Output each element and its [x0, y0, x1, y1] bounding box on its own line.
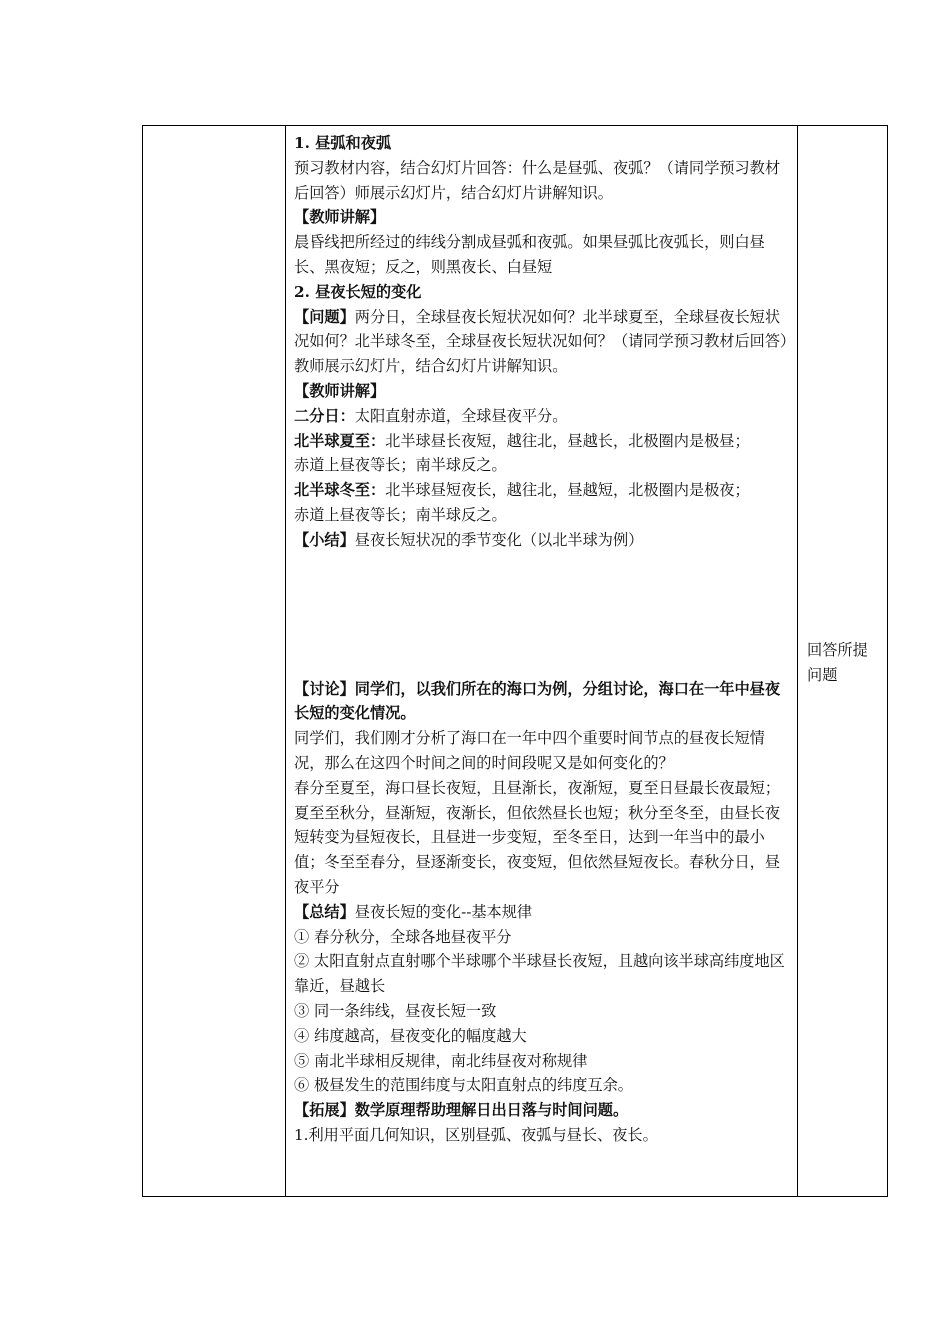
rule-item-2: ② 太阳直射点直射哪个半球哪个半球昼长夜短，且越向该半球高纬度地区靠近，昼越长 [294, 952, 785, 996]
question-paragraph [294, 305, 789, 379]
summer-text-2: 赤道上昼夜等长；南半球反之。 [294, 456, 507, 475]
section2-title: 2. 昼夜长短的变化 [294, 282, 422, 301]
discussion-heading: 【讨论】同学们，以我们所在的海口为例，分组讨论，海口在一年中昼夜长短的变化情况。 [294, 679, 780, 723]
conclusion-label: 【总结】 [294, 902, 355, 921]
section1-prompt: 预习教材内容，结合幻灯片回答：什么是昼弧、夜弧？（请同学预习教材后回答）师展示幻灯片，结合幻灯片讲解知识。 [294, 158, 780, 202]
figure-space [294, 553, 789, 677]
conclusion-paragraph [294, 900, 789, 925]
equinox-paragraph [294, 404, 789, 429]
discussion-paragraph-2: 春分至夏至，海口昼长夜短，且昼渐长，夜渐短，夏至日昼最长夜最短；夏至至秋分，昼渐短，夜渐长，但依然昼长也短；秋分至冬至，由昼长夜短转变为昼短夜长，且昼进一步变短，至冬至日，达到一年当中的最小值；冬至至春分，昼逐渐变长，夜变短，但依然昼短夜长。春秋分日，昼夜平分 [294, 778, 780, 896]
extension-text: 数学原理帮助理解日出日落与时间问题。 [354, 1101, 629, 1120]
summary-text: 昼夜长短状况的季节变化（以北半球为例） [354, 530, 644, 549]
teacher-label: 【教师讲解】 [294, 208, 386, 227]
extension-item: 1.利用平面几何知识，区别昼弧、夜弧与昼长、夜长。 [294, 1125, 658, 1144]
extension-label: 【拓展】 [294, 1101, 355, 1120]
conclusion-text: 昼夜长短的变化--基本规律 [354, 902, 533, 921]
discussion-paragraph-1: 同学们，我们刚才分析了海口在一年中四个重要时间节点的昼夜长短情况，那么在这四个时间之间的时间段呢又是如何变化的？ [294, 729, 765, 772]
rule-item-3: ③ 同一条纬线，昼夜长短一致 [294, 1001, 497, 1020]
equinox-label: 二分日： [294, 406, 355, 425]
summary-paragraph [294, 528, 789, 553]
extension-paragraph [294, 1098, 789, 1123]
winter-text-2: 赤道上昼夜等长；南半球反之。 [294, 505, 507, 524]
question-label: 【问题】 [294, 307, 355, 326]
equinox-text: 太阳直射赤道，全球昼夜平分。 [354, 406, 568, 425]
left-column-cell [143, 126, 286, 1197]
rule-item-5: ⑤ 南北半球相反规律，南北纬昼夜对称规律 [294, 1051, 588, 1070]
rule-item-4: ④ 纬度越高，昼夜变化的幅度越大 [294, 1026, 527, 1045]
winter-paragraph [294, 478, 789, 503]
right-column-cell [798, 126, 888, 1197]
summer-paragraph [294, 429, 789, 454]
student-activity-text: 回答所提问题 [807, 641, 868, 684]
winter-text: 北半球昼短夜长，越往北，昼越短，北极圈内是极夜； [385, 481, 750, 500]
rule-item-1: ① 春分秋分，全球各地昼夜平分 [294, 927, 512, 946]
section1-title: 1. 昼弧和夜弧 [294, 134, 392, 152]
table-row [143, 126, 888, 1197]
lesson-table [142, 125, 888, 1197]
winter-label: 北半球冬至： [294, 481, 386, 500]
main-content [286, 126, 797, 1148]
rule-item-6: ⑥ 极昼发生的范围纬度与太阳直射点的纬度互余。 [294, 1076, 633, 1095]
section1-explain: 晨昏线把所经过的纬线分割成昼弧和夜弧。如果昼弧比夜弧长，则白昼长、黑夜短；反之，则黑夜长、白昼短 [294, 233, 765, 276]
summer-text: 北半球昼长夜短，越往北，昼越长，北极圈内是极昼； [385, 431, 750, 450]
summary-label: 【小结】 [294, 530, 355, 549]
question-text: 两分日，全球昼夜长短状况如何？北半球夏至，全球昼夜长短状况如何？北半球冬至，全球昼夜长短状况如何？（请同学预习教材后回答）教师展示幻灯片，结合幻灯片讲解知识。 [294, 307, 788, 376]
teacher-label-2: 【教师讲解】 [294, 381, 386, 400]
main-column-cell [286, 126, 798, 1197]
summer-label: 北半球夏至： [294, 431, 386, 450]
